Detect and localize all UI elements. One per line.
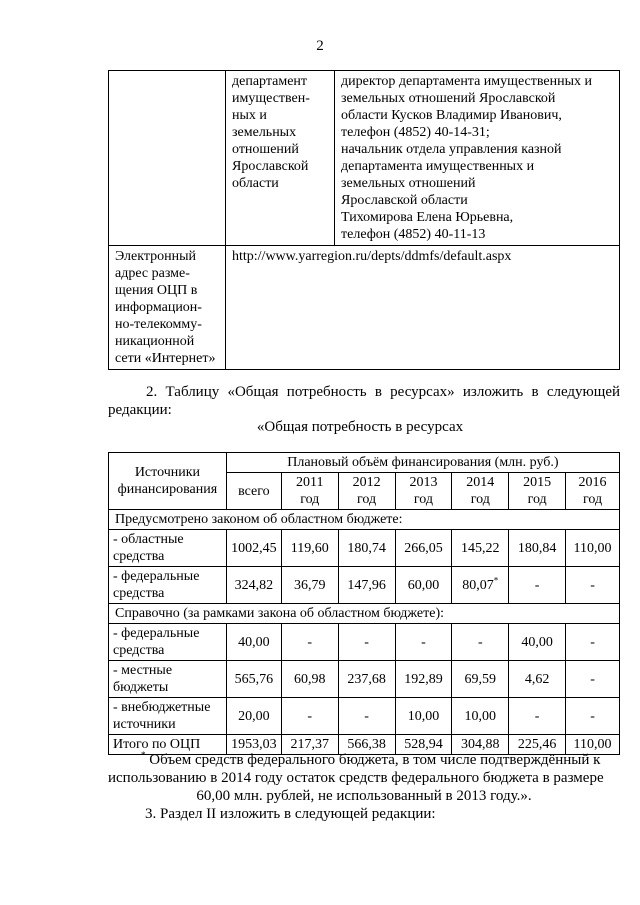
value-cell: -	[566, 661, 620, 698]
table-title: «Общая потребность в ресурсах	[256, 419, 464, 435]
value-cell: -	[566, 567, 620, 604]
value-cell: 69,59	[452, 661, 509, 698]
header-year: 2016 год	[566, 473, 620, 510]
value-cell: -	[566, 698, 620, 735]
value-cell: -	[281, 698, 338, 735]
header-sources: Источники финансирования	[109, 453, 227, 510]
footnote-mark: *	[141, 750, 146, 760]
table-row	[109, 453, 620, 473]
total-value: 566,38	[338, 735, 395, 755]
header-year: 2013 год	[395, 473, 452, 510]
page-number: 2	[316, 38, 324, 54]
header-year: 2015 год	[509, 473, 566, 510]
total-value: 528,94	[395, 735, 452, 755]
value-cell: -	[509, 698, 566, 735]
value-cell: -	[509, 567, 566, 604]
value-cell: 147,96	[338, 567, 395, 604]
table-row	[109, 510, 620, 530]
value-cell: 10,00	[395, 698, 452, 735]
source-name: - федеральные средства	[109, 624, 227, 661]
total-label: Итого по ОЦП	[109, 735, 227, 755]
value-cell: 324,82	[226, 567, 281, 604]
value-cell: 237,68	[338, 661, 395, 698]
value-cell: 180,84	[509, 530, 566, 567]
header-year: 2012 год	[338, 473, 395, 510]
contacts-cell-department: департамент имуществен- ных и земельных отношений Ярославской области	[226, 71, 335, 246]
value-cell: 60,00	[395, 567, 452, 604]
table-row	[109, 567, 620, 604]
header-plan: Плановый объём финансирования (млн. руб.)	[226, 453, 619, 473]
total-value: 304,88	[452, 735, 509, 755]
source-name: - областные средства	[109, 530, 227, 567]
value-cell: 36,79	[281, 567, 338, 604]
value-cell-footnoted: 80,07*	[452, 567, 509, 604]
value-cell: 60,98	[281, 661, 338, 698]
paragraph-2: 2. Таблицу «Общая потребность в ресурсах» изложить в следующей редакции:	[108, 384, 620, 418]
footnote: * Объем средств федерального бюджета, в том числе подтверждённый к использованию в 2014 году остаток средств федерального бюджета в размере 60,00 млн. рублей, не использованный в 2013 году.».	[108, 750, 604, 804]
table-row	[109, 71, 620, 246]
value-cell: 145,22	[452, 530, 509, 567]
value-cell: 119,60	[281, 530, 338, 567]
value-cell: 565,76	[226, 661, 281, 698]
footnote-marker: *	[493, 574, 499, 585]
table-row	[109, 604, 620, 624]
value-cell: 180,74	[338, 530, 395, 567]
value-cell: 266,05	[395, 530, 452, 567]
value-cell: 110,00	[566, 530, 620, 567]
value-cell: -	[395, 624, 452, 661]
contacts-table	[108, 70, 620, 370]
value-cell: 10,00	[452, 698, 509, 735]
website-url[interactable]: http://www.yarregion.ru/depts/ddmfs/default.aspx	[226, 246, 620, 370]
value-cell: 40,00	[509, 624, 566, 661]
paragraph-3: 3. Раздел II изложить в следующей редакции:	[145, 806, 436, 822]
header-year: 2014 год	[452, 473, 509, 510]
table-row	[109, 661, 620, 698]
resources-table	[108, 452, 620, 755]
table-row	[109, 246, 620, 370]
value-cell: -	[338, 624, 395, 661]
value-cell: -	[566, 624, 620, 661]
contacts-cell-label	[109, 71, 226, 246]
value-cell: 4,62	[509, 661, 566, 698]
source-name: - местные бюджеты	[109, 661, 227, 698]
section-heading: Предусмотрено законом об областном бюджете:	[109, 510, 620, 530]
table-row	[109, 624, 620, 661]
total-value: 110,00	[566, 735, 620, 755]
value-cell: 20,00	[226, 698, 281, 735]
source-name: - федеральные средства	[109, 567, 227, 604]
source-name: - внебюджетные источники	[109, 698, 227, 735]
value-cell: -	[338, 698, 395, 735]
total-value: 1953,03	[226, 735, 281, 755]
value-cell: -	[452, 624, 509, 661]
contacts-cell-persons: директор департамента имущественных и земельных отношений Ярославской области Кусков Владимир Иванович, телефон (4852) 40-14-31; начальник отдела управления казной департамента имущественных и земельных отношений Ярославской области Тихомирова Елена Юрьевна, телефон (4852) 40-11-13	[335, 71, 620, 246]
total-value: 217,37	[281, 735, 338, 755]
header-year: 2011 год	[281, 473, 338, 510]
section-heading: Справочно (за рамками закона об областном бюджете):	[109, 604, 620, 624]
header-total: всего	[226, 473, 281, 510]
value-cell: -	[281, 624, 338, 661]
value-cell: 40,00	[226, 624, 281, 661]
table-row	[109, 698, 620, 735]
total-value: 225,46	[509, 735, 566, 755]
value-cell: 1002,45	[226, 530, 281, 567]
table-row	[109, 530, 620, 567]
contacts-cell-label: Электронный адрес разме- щения ОЦП в информацион- но-телекомму- никационной сети «Интернет»	[109, 246, 226, 370]
value-cell: 192,89	[395, 661, 452, 698]
